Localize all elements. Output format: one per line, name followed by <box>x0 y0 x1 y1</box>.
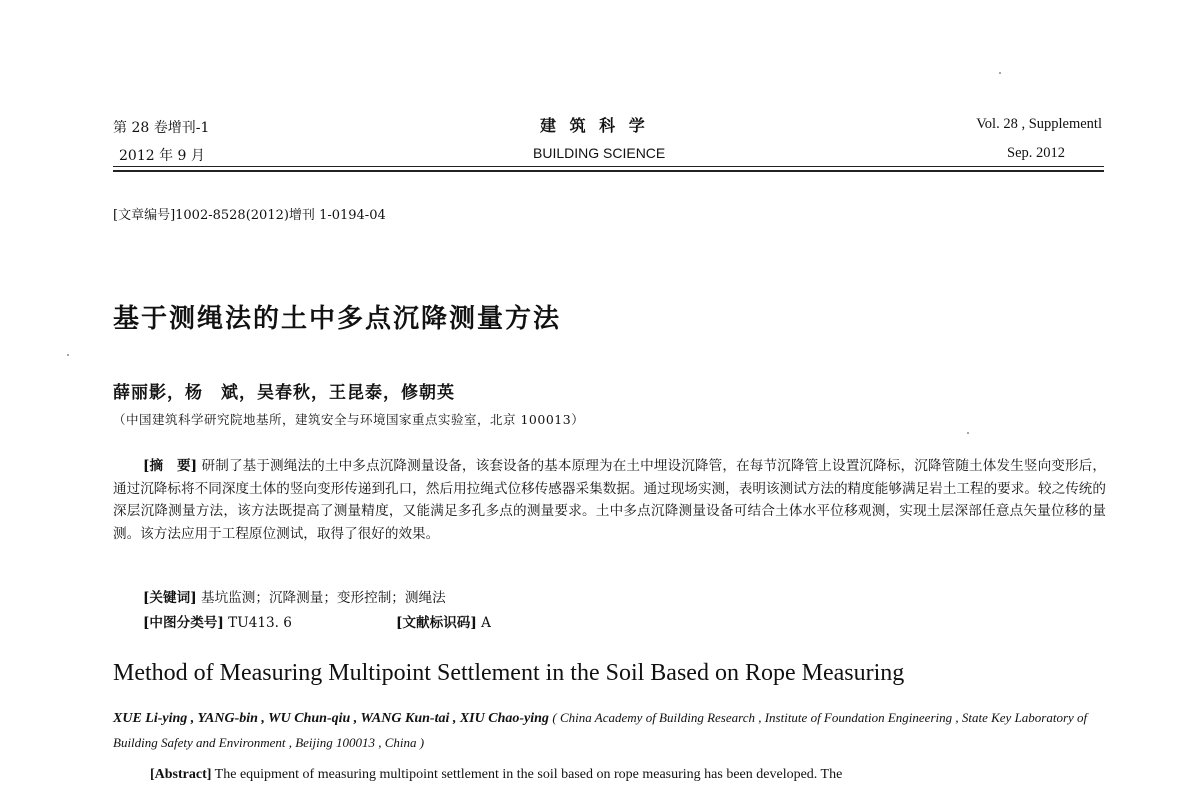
keywords <box>143 586 446 606</box>
header-rule-thin <box>113 166 1104 167</box>
author-names-en: XUE Li-ying , YANG-bin , WU Chun-qiu , WANG Kun-tai , XIU Chao-ying <box>113 711 549 726</box>
date-cn: 2012 年 9 月 <box>119 148 205 164</box>
volume-en: Vol. 28 , Supplementl <box>976 116 1102 132</box>
scan-speck <box>999 72 1001 74</box>
document-code-label: [文献标识码] <box>396 615 477 631</box>
document-code-value: A <box>481 615 491 631</box>
article-number: [文章编号]1002-8528(2012)增刊 1-0194-04 <box>113 208 386 223</box>
classification-value: TU413. 6 <box>228 615 292 631</box>
classification-label: [中图分类号] <box>143 615 224 631</box>
abstract-cn-text: 研制了基于测绳法的土中多点沉降测量设备，该套设备的基本原理为在土中埋设沉降管，在每节沉降管上设置沉降标，沉降管随土体发生竖向变形后，通过沉降标将不同深度土体的竖向变形传递到孔口，然后用拉绳式位移传感器采集数据。通过现场实测，表明该测试方法的精度能够满足岩土工程的要求。较之传统的深层沉降测量方法，该方法既提高了测量精度，又能满足多孔多点的测量要求。土中多点沉降测量设备可结合土体水平位移观测，实现土层深部任意点矢量位移的量测。该方法应用于工程原位测试，取得了很好的效果。 <box>113 458 1106 542</box>
header-rule-thick <box>113 170 1104 172</box>
date-en: Sep. 2012 <box>1007 145 1065 161</box>
authors-en <box>113 706 1108 756</box>
abstract-en <box>150 767 1105 783</box>
abstract-cn <box>113 455 1106 545</box>
scan-speck <box>967 432 969 434</box>
document-code <box>396 611 491 631</box>
page-title-cn: 基于测绳法的土中多点沉降测量方法 <box>113 304 562 334</box>
journal-title-cn: 建 筑 科 学 <box>540 116 649 135</box>
keywords-label: [关键词] <box>143 590 197 606</box>
scan-speck <box>67 354 69 356</box>
keywords-text: 基坑监测；沉降测量；变形控制；测绳法 <box>200 590 446 606</box>
journal-title-en: BUILDING SCIENCE <box>533 145 666 161</box>
authors-cn: 薛丽影，杨 斌，吴春秋，王昆泰，修朝英 <box>113 383 455 403</box>
abstract-cn-label: [摘 要] <box>143 458 198 474</box>
volume-cn: 第 28 卷增刊-1 <box>113 120 210 136</box>
abstract-en-text: The equipment of measuring multipoint settlement in the soil based on rope measuring has been developed. The <box>214 767 843 782</box>
classification <box>143 611 292 631</box>
abstract-en-label: [Abstract] <box>150 767 212 782</box>
affiliation-en: ( China Academy of Building Research , Institute of Foundation Engineering , State Key Laboratory of Building Safety and Environment , Beijing 100013 , China ) <box>113 710 1088 750</box>
page-title-en: Method of Measuring Multipoint Settlement in the Soil Based on Rope Measuring <box>113 660 905 686</box>
affiliation-cn: （中国建筑科学研究院地基所，建筑安全与环境国家重点实验室，北京 100013） <box>113 412 585 427</box>
